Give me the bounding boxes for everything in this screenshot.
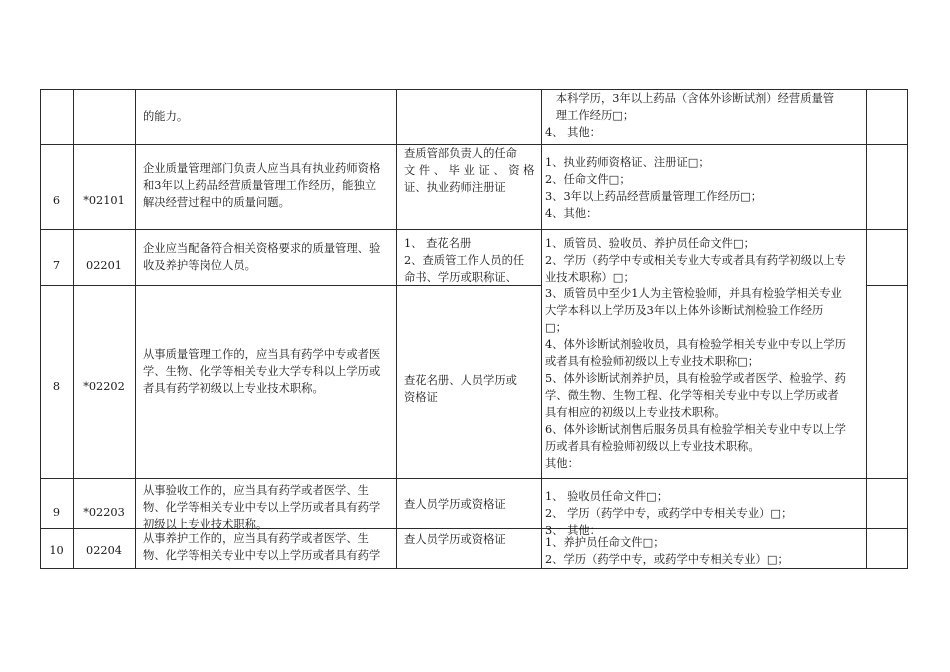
row-content: 初级以上专业技术职称。 xyxy=(143,518,268,531)
row-method: 查人员学历或资格证 xyxy=(404,533,506,546)
row-content: 从事养护工作的，应当具有药学或者医学、生 xyxy=(143,532,369,545)
table-rule xyxy=(40,229,908,230)
row-seq: 7 xyxy=(52,259,61,272)
row-result: 6、体外诊断试剂售后服务员具有检验学相关专业中专以上学 xyxy=(545,423,846,436)
table-rule xyxy=(73,89,74,568)
row-content: 物、化学等相关专业中专以上学历或者具有药学 xyxy=(143,501,381,514)
row-seq: 6 xyxy=(52,194,61,207)
row-result: 1、养护员任命文件□； xyxy=(545,536,665,549)
row-result: 3、 其他： xyxy=(545,524,601,537)
table-rule xyxy=(40,89,41,568)
row-result: 2、 学历（药学中专，或药学中专相关专业）□； xyxy=(545,507,793,520)
row-method: 查人员学历或资格证 xyxy=(404,498,506,511)
row-method: 查花名册、人员学历或 xyxy=(404,374,517,387)
row-result: 本科学历，3年以上药品（含体外诊断试剂）经营质量管 xyxy=(545,92,835,105)
row-result: 1、执业药师资格证、注册证□； xyxy=(545,156,710,169)
row-result: 历或者具有检验师初级以上专业技术职称。 xyxy=(545,440,760,453)
row-code: *02101 xyxy=(83,194,125,207)
row-method: 证、执业药师注册证 xyxy=(404,181,506,194)
table-rule xyxy=(866,285,908,286)
row-seq: 9 xyxy=(52,506,61,519)
row-result: 业技术职称）□； xyxy=(545,271,635,284)
row-result: 3、3年以上药品经营质量管理工作经历□； xyxy=(545,190,763,203)
row-code: 02201 xyxy=(86,259,122,272)
row-content: 从事质量管理工作的，应当具有药学中专或者医 xyxy=(143,348,381,361)
row-content: 企业质量管理部门负责人应当具有执业药师资格 xyxy=(143,162,381,175)
table-rule xyxy=(135,89,136,568)
row-result: 2、任命文件□； xyxy=(545,173,631,186)
row-method: 2、查质管工作人员的任 xyxy=(404,254,525,267)
row-result: 2、学历（药学中专，或药学中专相关专业）□； xyxy=(545,553,789,566)
table-rule xyxy=(541,89,542,568)
row-result: 4、体外诊断试剂验收员，具有检验学相关专业中专以上学历 xyxy=(545,338,846,351)
row-content: 收及养护等岗位人员。 xyxy=(143,259,256,272)
row-content: 和3年以上药品经营质量管理工作经历，能独立 xyxy=(143,179,377,192)
row-content: 物、化学等相关专业中专以上学历或者具有药学 xyxy=(143,549,381,562)
row-method: 文 件 、 毕 业 证 、 资 格 xyxy=(404,164,535,177)
row-code: *02203 xyxy=(83,506,125,519)
row-result: 2、学历（药学中专或相关专业大专或者具有药学初级以上专 xyxy=(545,254,846,267)
row-result: 4、其他： xyxy=(545,207,598,220)
table-rule xyxy=(40,568,908,569)
table-rule xyxy=(907,89,908,568)
row-code: 02204 xyxy=(86,544,122,557)
row-result: 或者具有检验师初级以上专业技术职称□； xyxy=(545,355,760,368)
row-method: 查质管部负责人的任命 xyxy=(404,147,517,160)
row-result: 4、 其他： xyxy=(545,126,601,139)
row-result: 具有相应的初级以上专业技术职称。 xyxy=(545,406,726,419)
row-method: 1、 查花名册 xyxy=(404,237,472,250)
inspection-table xyxy=(40,89,908,568)
row-result: 1、质管员、验收员、养护员任命文件□； xyxy=(545,237,755,250)
row-content: 企业应当配备符合相关资格要求的质量管理、验 xyxy=(143,242,381,255)
row-seq: 8 xyxy=(52,380,61,393)
row-content: 的能力。 xyxy=(143,110,189,123)
row-result: 1、 验收员任命文件□； xyxy=(545,490,669,503)
row-result: 3、质管员中至少1人为主管检验师，并具有检验学相关专业 xyxy=(545,287,842,300)
row-result: 5、体外诊断试剂养护员，具有检验学或者医学、检验学、药 xyxy=(545,372,846,385)
table-rule xyxy=(866,89,867,568)
row-code: *02202 xyxy=(83,380,125,393)
row-result: 学、微生物、生物工程、化学等相关专业中专以上学历或者 xyxy=(545,389,839,402)
row-content: 从事验收工作的，应当具有药学或者医学、生 xyxy=(143,484,369,497)
row-content: 者具有药学初级以上专业技术职称。 xyxy=(143,382,324,395)
row-content: 学、生物、化学等相关专业大学专科以上学历或 xyxy=(143,365,381,378)
row-method: 资格证 xyxy=(404,391,438,404)
row-seq: 10 xyxy=(49,544,64,557)
table-rule xyxy=(396,89,397,568)
table-rule xyxy=(40,285,397,286)
row-result: 其他： xyxy=(545,457,579,470)
row-result: 大学本科以上学历及3年以上体外诊断试剂检验工作经历 xyxy=(545,304,824,317)
row-method: 命书、学历或职称证、 xyxy=(404,271,517,284)
row-content: 解决经营过程中的质量问题。 xyxy=(143,196,290,209)
table-rule xyxy=(40,478,908,479)
row-result: 理工作经历□； xyxy=(545,109,635,122)
row-result: □； xyxy=(545,321,567,334)
